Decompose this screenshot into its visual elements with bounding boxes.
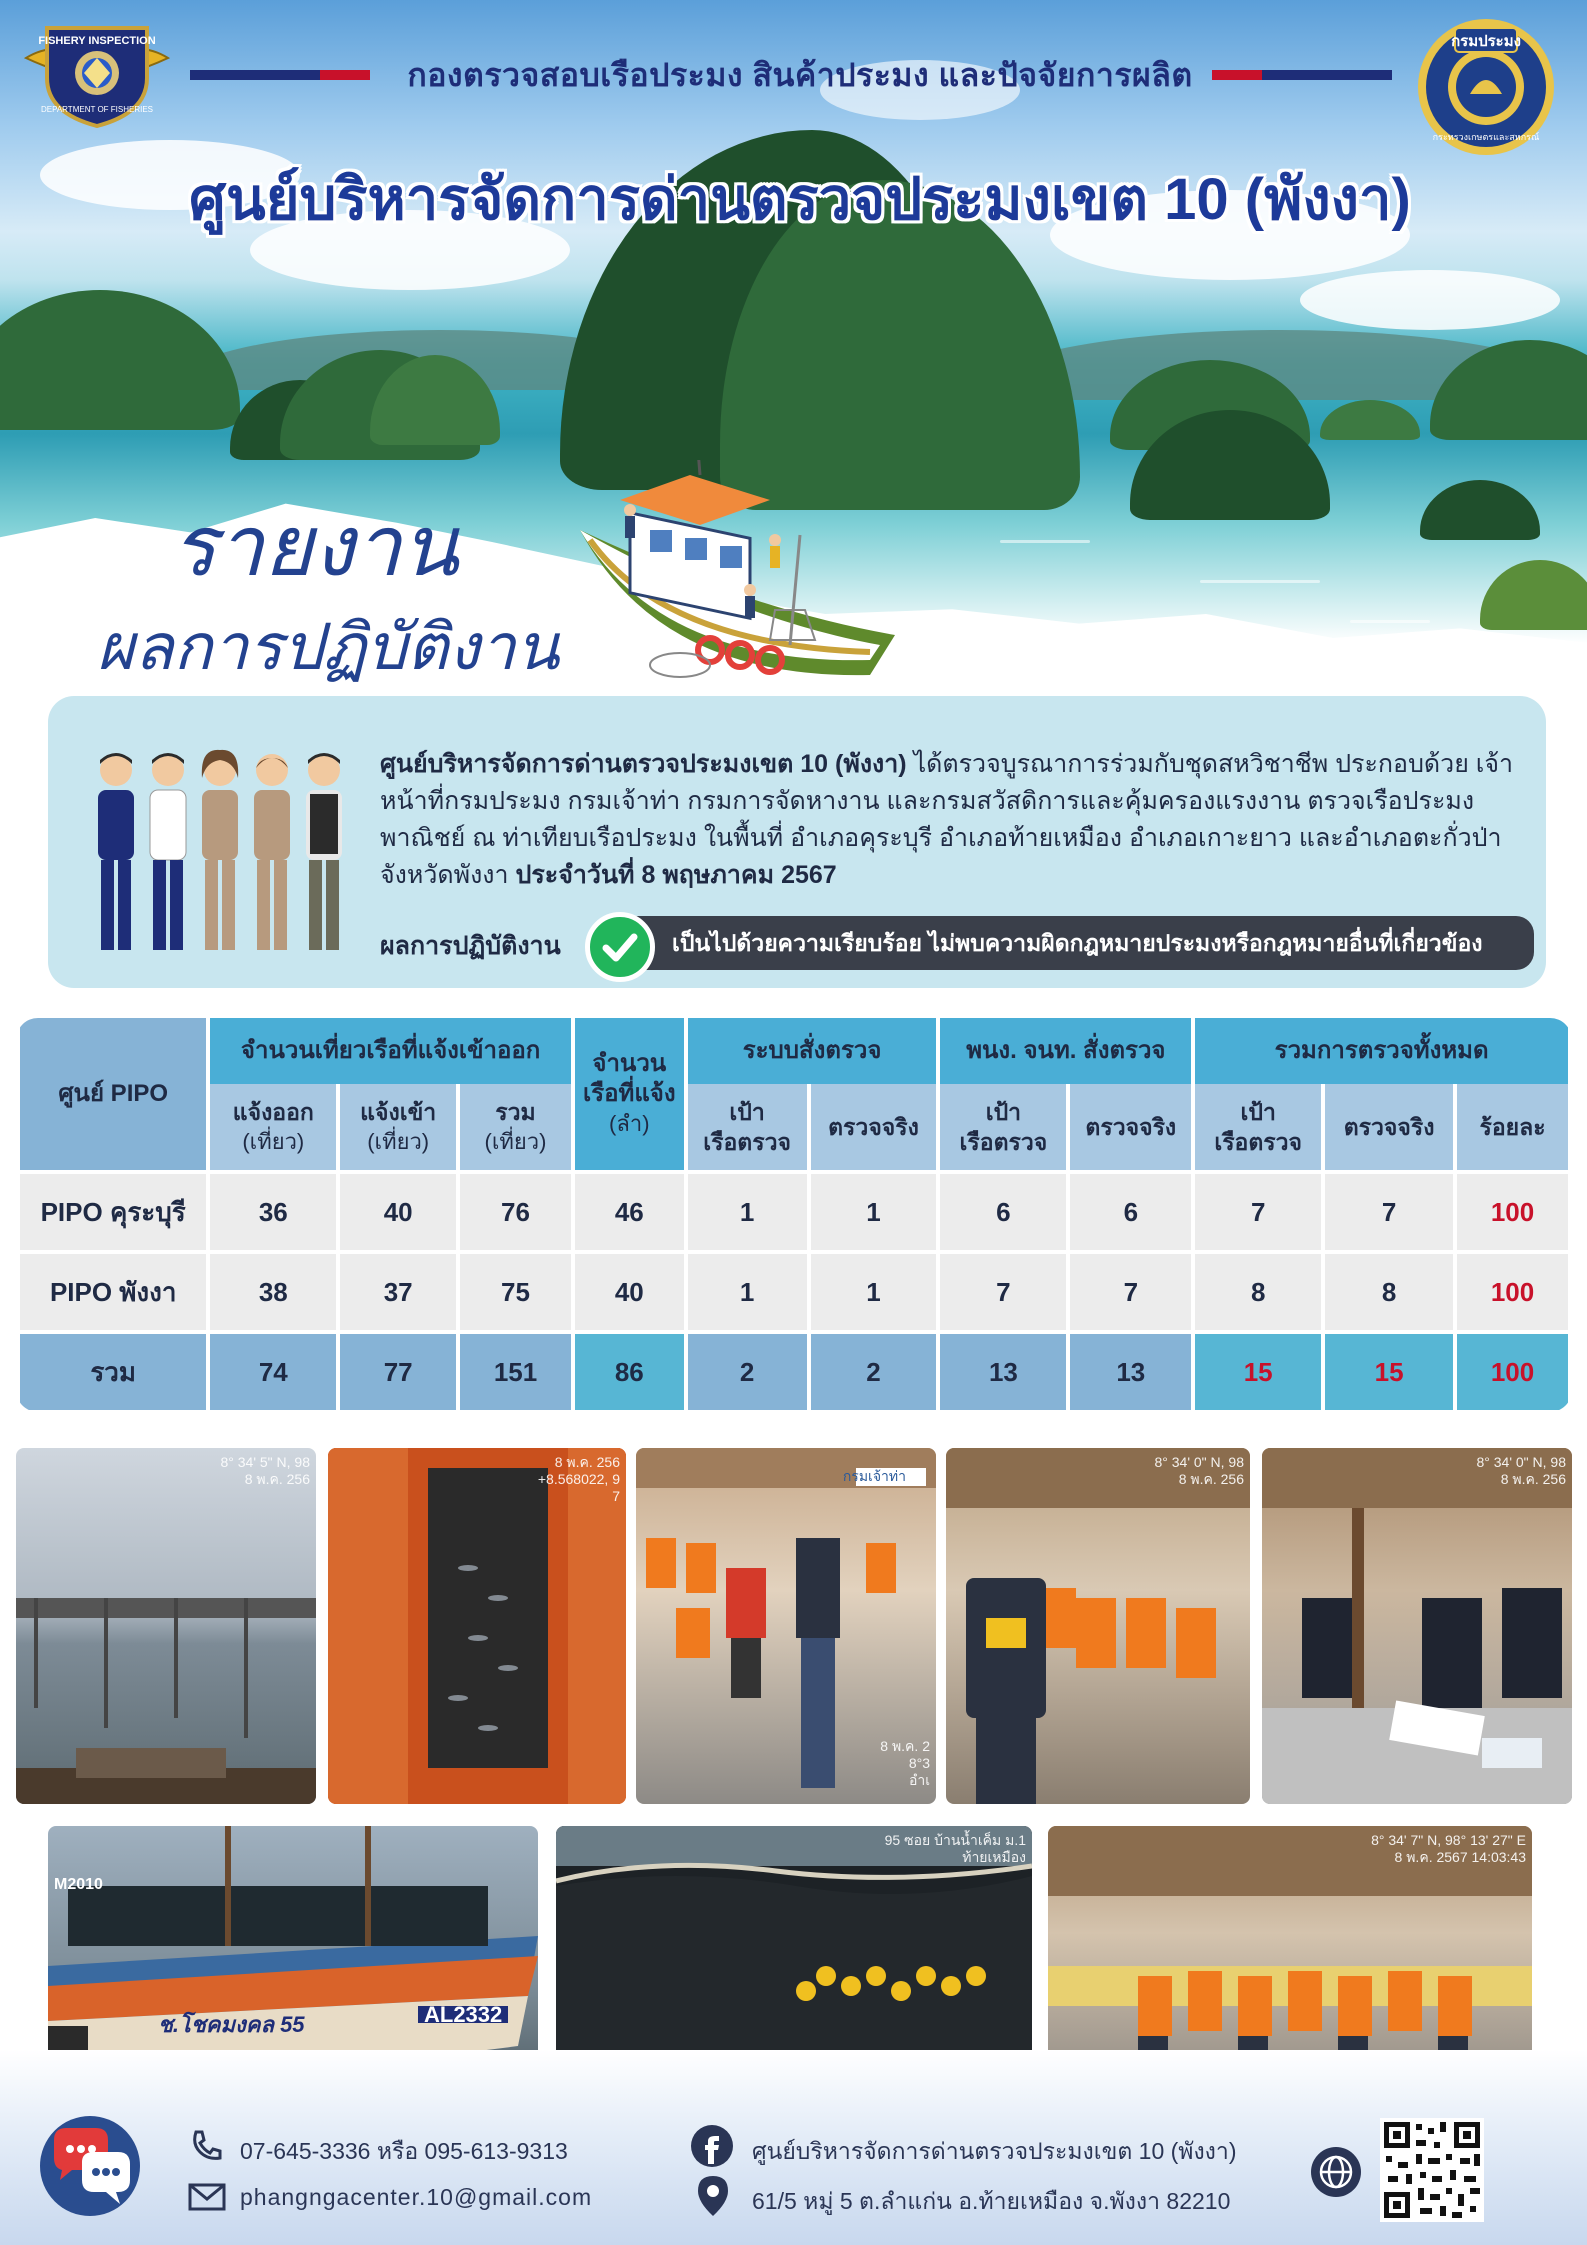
logo-right-text-bottom: กระทรวงเกษตรและสหกรณ์: [1432, 132, 1540, 142]
result-text: เป็นไปด้วยความเรียบร้อย ไม่พบความผิดกฎหมายประมงหรือกฎหมายอื่นที่เกี่ยวข้อง: [620, 916, 1534, 970]
info-center-name: ศูนย์บริหารจัดการด่านตรวจประมงเขต 10 (พังงา): [380, 750, 907, 778]
photo-document-check: [1262, 1448, 1572, 1804]
table-row: [20, 1250, 1568, 1330]
total-tot-target: 15: [1195, 1330, 1321, 1410]
cell-out: 36: [210, 1170, 336, 1250]
total-boats: 86: [575, 1330, 684, 1410]
header-tot-target: เป้า เรือตรวจ: [1195, 1084, 1321, 1170]
info-description: [380, 746, 1520, 894]
photo-fish-hold: [328, 1448, 626, 1804]
location-pin-icon: [696, 2174, 730, 2218]
qr-code-icon[interactable]: [1380, 2118, 1484, 2222]
total-off-actual: 13: [1070, 1330, 1191, 1410]
chat-icon: [38, 2114, 142, 2218]
department-name: กองตรวจสอบเรือประมง สินค้าประมง และปัจจัยการผลิต: [407, 57, 1193, 93]
photo-pipo-officer: [946, 1448, 1250, 1804]
photo-overlay-8: 8° 34' 7" N, 98° 13' 27" E 8 พ.ค. 2567 14:03:43: [1371, 1832, 1526, 1865]
cell-sum: 76: [460, 1170, 571, 1250]
cell-sys-actual: 1: [811, 1250, 937, 1330]
cell-percent: 100: [1457, 1170, 1568, 1250]
boat-tag: M2010: [54, 1876, 103, 1893]
info-body: ได้ตรวจบูรณาการร่วมกับชุดสหวิชาชีพ ประกอบด้วย เจ้าหน้าที่กรมประมง กรมเจ้าท่า กรมการจัดหางาน และกรมสวัสดิการและคุ้มครองแรงงาน ตรวจเรือประมงพาณิชย์ ณ ท่าเทียบเรือประมง ในพื้นที่ อำเภอคุระบุรี อำเภอท้ายเหมือง อำเภอเกาะยาว และอำเภอตะกั่วป่า จังหวัดพังงา: [380, 750, 1514, 889]
logo-left-text-bottom: DEPARTMENT OF FISHERIES: [40, 105, 154, 114]
result-label: ผลการปฏิบัติงาน: [380, 932, 561, 960]
cell-tot-target: 7: [1195, 1170, 1321, 1250]
page-title: ศูนย์บริหารจัดการด่านตรวจประมงเขต 10 (พังงา): [189, 167, 1411, 232]
officials-illustration: [88, 748, 358, 963]
total-tot-actual: 15: [1325, 1330, 1453, 1410]
photo-overlay-3: 8 พ.ค. 2 8°3 อำเ: [880, 1738, 930, 1788]
photo-pier-sea: [16, 1448, 316, 1804]
total-sum: 151: [460, 1330, 571, 1410]
header-bar-left: [190, 70, 370, 80]
cell-tot-actual: 7: [1325, 1170, 1453, 1250]
header-center: ศูนย์ PIPO: [20, 1018, 206, 1170]
header-sys-target: เป้า เรือตรวจ: [688, 1084, 807, 1170]
header-bar-right: [1212, 70, 1392, 80]
report-title-line2: ผลการปฏิบัติงาน: [96, 611, 560, 685]
cell-in: 40: [340, 1170, 456, 1250]
total-off-target: 13: [940, 1330, 1066, 1410]
total-name: รวม: [20, 1330, 206, 1410]
logo-left-text-top: FISHERY INSPECTION: [38, 35, 156, 47]
boat-id: AL2332: [418, 2006, 508, 2023]
photo-overlay-3-sign: กรมเจ้าท่า: [842, 1468, 906, 1484]
cell-sum: 75: [460, 1250, 571, 1330]
logo-right-text-top: กรมประมง: [1451, 33, 1521, 50]
table-row: [20, 1170, 1568, 1250]
photo-overlay-2: 8 พ.ค. 256 +8.568022, 9 7: [537, 1454, 620, 1504]
cell-boats: 46: [575, 1170, 684, 1250]
header-sys-actual: ตรวจจริง: [811, 1084, 937, 1170]
header-total: รวมการตรวจทั้งหมด: [1195, 1018, 1568, 1084]
header-boats: จำนวน เรือที่แจ้ง (ลำ): [575, 1018, 684, 1170]
footer-email[interactable]: phangngacenter.10@gmail.com: [240, 2184, 593, 2210]
footer-phone[interactable]: 07-645-3336 หรือ 095-613-9313: [240, 2138, 568, 2164]
globe-icon[interactable]: [1310, 2146, 1362, 2198]
cell-off-target: 7: [940, 1250, 1066, 1330]
cell-sys-actual: 1: [811, 1170, 937, 1250]
report-title-line1: รายงาน: [171, 497, 459, 595]
cell-off-actual: 6: [1070, 1170, 1191, 1250]
table-total-row: [20, 1330, 1568, 1410]
cell-in: 37: [340, 1250, 456, 1330]
header-officer: พนง. จนท. สั่งตรวจ: [940, 1018, 1191, 1084]
header-tot-actual: ตรวจจริง: [1325, 1084, 1453, 1170]
header-off-target: เป้า เรือตรวจ: [940, 1084, 1066, 1170]
total-sys-actual: 2: [811, 1330, 937, 1410]
header-in: แจ้งเข้า (เที่ยว): [340, 1084, 456, 1170]
header-trips: จำนวนเที่ยวเรือที่แจ้งเข้าออก: [210, 1018, 571, 1084]
fishing-boat-illustration: [570, 460, 910, 730]
total-percent: 100: [1457, 1330, 1568, 1410]
total-out: 74: [210, 1330, 336, 1410]
header-percent: ร้อยละ: [1457, 1084, 1568, 1170]
cell-off-target: 6: [940, 1170, 1066, 1250]
header-sum: รวม (เที่ยว): [460, 1084, 571, 1170]
mail-icon: [188, 2182, 226, 2212]
photo-overlay-4: 8° 34' 0" N, 98 8 พ.ค. 256: [1154, 1454, 1244, 1487]
photo-crew-inspection: [636, 1448, 936, 1804]
row-name: PIPO พังงา: [20, 1250, 206, 1330]
footer-address: 61/5 หมู่ 5 ต.ลำแก่น อ.ท้ายเหมือง จ.พังงา 82210: [752, 2188, 1231, 2214]
cell-sys-target: 1: [688, 1250, 807, 1330]
header-out: แจ้งออก (เที่ยว): [210, 1084, 336, 1170]
photo-overlay-5: 8° 34' 0" N, 98 8 พ.ค. 256: [1476, 1454, 1566, 1487]
facebook-icon: [690, 2124, 734, 2168]
header-off-actual: ตรวจจริง: [1070, 1084, 1191, 1170]
cell-tot-target: 8: [1195, 1250, 1321, 1330]
photo-overlay-7: 95 ซอย บ้านน้ำเค็ม ม.1 ท้ายเหมือง: [884, 1832, 1026, 1865]
cell-out: 38: [210, 1250, 336, 1330]
check-circle-icon: [585, 912, 655, 982]
cell-sys-target: 1: [688, 1170, 807, 1250]
row-name: PIPO คุระบุรี: [20, 1170, 206, 1250]
fishery-inspection-logo: [22, 18, 172, 128]
total-sys-target: 2: [688, 1330, 807, 1410]
header-system: ระบบสั่งตรวจ: [688, 1018, 937, 1084]
inspection-stats-table: [16, 1018, 1572, 1412]
photo-overlay-1: 8° 34' 5" N, 98 8 พ.ค. 256: [220, 1454, 310, 1487]
cell-percent: 100: [1457, 1250, 1568, 1330]
cell-off-actual: 7: [1070, 1250, 1191, 1330]
info-date: ประจำวันที่ 8 พฤษภาคม 2567: [515, 861, 837, 889]
total-in: 77: [340, 1330, 456, 1410]
boat-name: ช.โชคมงคล 55: [158, 2012, 305, 2037]
department-of-fisheries-seal: [1415, 16, 1557, 158]
cell-tot-actual: 8: [1325, 1250, 1453, 1330]
footer-facebook[interactable]: ศูนย์บริหารจัดการด่านตรวจประมงเขต 10 (พังงา): [752, 2138, 1237, 2164]
cell-boats: 40: [575, 1250, 684, 1330]
phone-icon: [188, 2128, 224, 2164]
